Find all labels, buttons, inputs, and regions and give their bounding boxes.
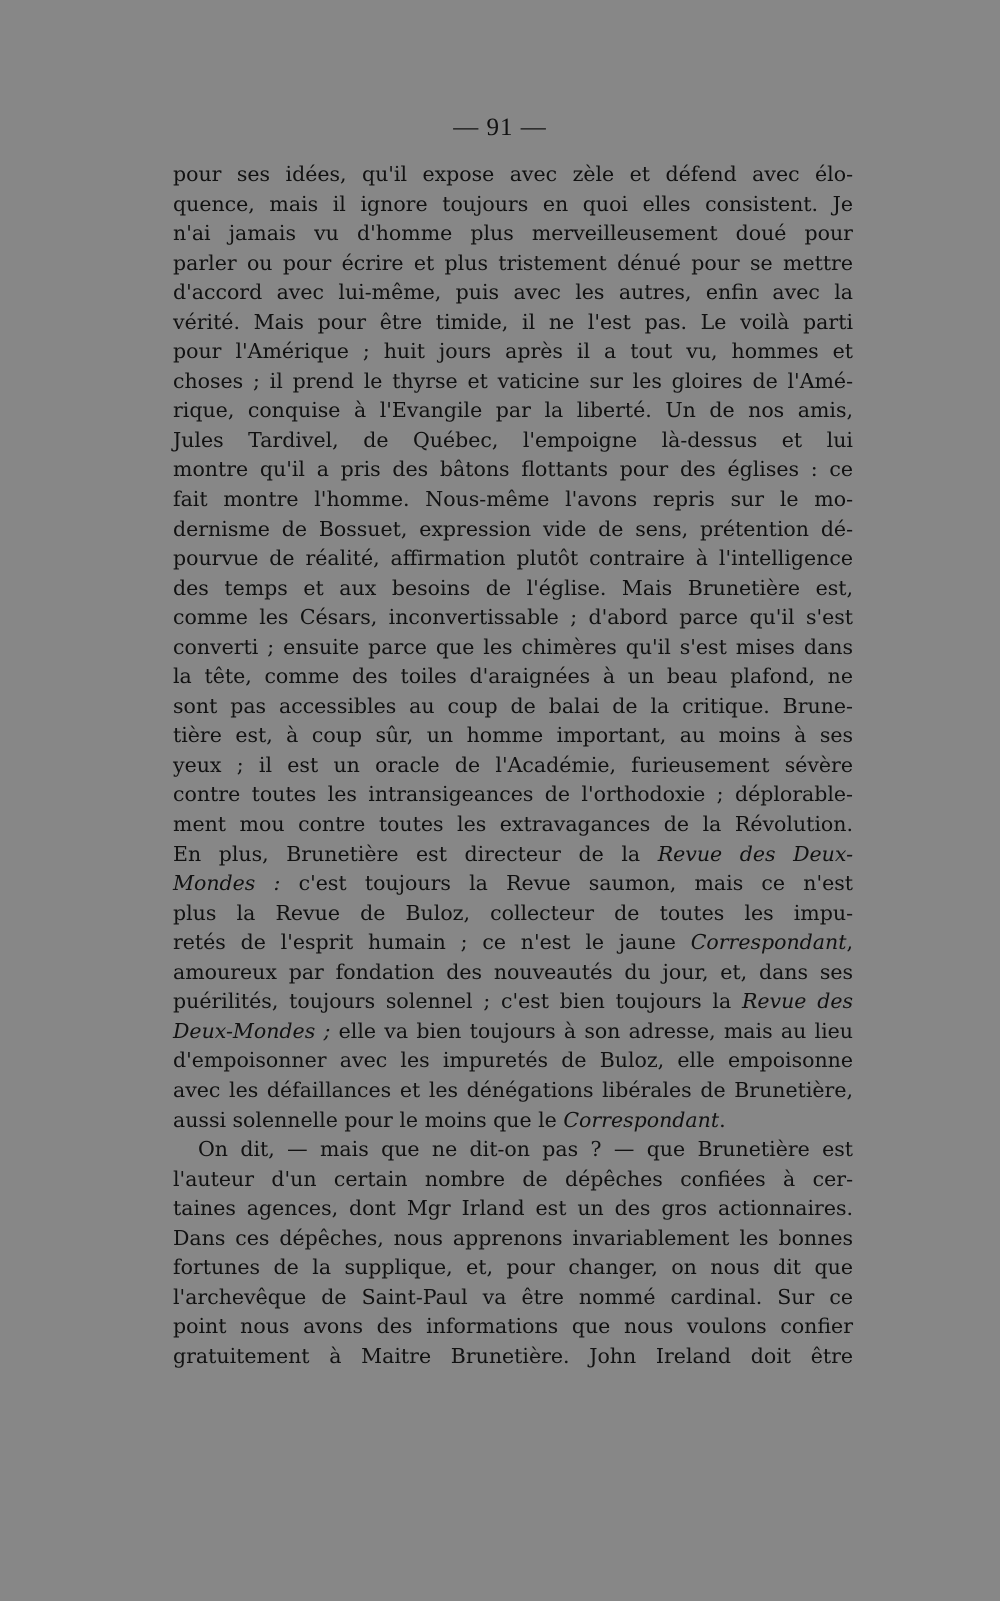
text-line: choses ; il prend le thyrse et vaticine sur les gloires de l'Amé- [173, 368, 853, 393]
text-run: , [846, 930, 853, 955]
text-line [173, 1017, 853, 1047]
text-line: taines agences, dont Mgr Irland est un des gros actionnaires. [173, 1196, 853, 1221]
text-line: converti ; ensuite parce que les chimères qu'il s'est mises dans [173, 634, 853, 659]
text-run: aussi solennelle pour le moins que le [173, 1107, 564, 1132]
text-line: plus la Revue de Buloz, collecteur de toutes les impu- [173, 900, 853, 925]
italic-title: Correspondant [563, 1107, 720, 1132]
text-line: quence, mais il ignore toujours en quoi elles consistent. Je [173, 191, 853, 216]
text-line: l'auteur d'un certain nombre de dépêches confiées à cer- [173, 1166, 853, 1191]
text-line [173, 869, 853, 899]
text-line: d'accord avec lui-même, puis avec les autres, enfin avec la [173, 280, 853, 305]
text-run: c'est toujours la Revue saumon, mais ce n'est [280, 871, 853, 896]
text-line: avec les défaillances et les dénégations libérales de Brunetière, [173, 1077, 853, 1102]
text-line: pourvue de réalité, affirmation plutôt contraire à l'intelligence [173, 546, 853, 571]
italic-title: Revue des [741, 989, 853, 1014]
text-line [173, 987, 853, 1017]
text-line [173, 840, 853, 870]
italic-title: Correspondant [690, 930, 847, 955]
text-line: montre qu'il a pris des bâtons flottants pour des églises : ce [173, 457, 853, 482]
text-line: parler ou pour écrire et plus tristement dénué pour se mettre [173, 250, 853, 275]
text-line: vérité. Mais pour être timide, il ne l'est pas. Le voilà parti [173, 309, 853, 334]
text-line: des temps et aux besoins de l'église. Mais Brunetière est, [173, 575, 853, 600]
text-line: dernisme de Bossuet, expression vide de sens, prétention dé- [173, 516, 853, 541]
text-line: Dans ces dépêches, nous apprenons invariablement les bonnes [173, 1225, 853, 1250]
text-line: pour ses idées, qu'il expose avec zèle et défend avec élo- [173, 162, 853, 186]
text-line: yeux ; il est un oracle de l'Académie, furieusement sévère [173, 752, 853, 777]
text-run: elle va bien toujours à son adresse, mais au lieu [330, 1018, 853, 1043]
text-line: l'archevêque de Saint-Paul va être nommé cardinal. Sur ce [173, 1284, 853, 1309]
text-run: En plus, Brunetière est directeur de la [173, 841, 658, 866]
page-number: — 91 — [453, 114, 547, 141]
text-line: n'ai jamais vu d'homme plus merveilleusement doué pour [173, 221, 853, 246]
body-text [173, 160, 853, 1371]
text-line: comme les Césars, inconvertissable ; d'abord parce qu'il s'est [173, 605, 853, 630]
text-line: d'empoisonner avec les impuretés de Buloz, elle empoisonne [173, 1048, 853, 1073]
text-line: contre toutes les intransigeances de l'orthodoxie ; déplorable- [173, 782, 853, 807]
text-run: . [719, 1107, 726, 1132]
text-line: fait montre l'homme. Nous-même l'avons repris sur le mo- [173, 487, 853, 512]
text-line: point nous avons des informations que nous voulons confier [173, 1314, 853, 1339]
text-line: la tête, comme des toiles d'araignées à un beau plafond, ne [173, 664, 853, 689]
italic-title: Revue des Deux- [657, 841, 853, 866]
italic-title: Deux-Mondes ; [173, 1018, 331, 1043]
text-line: fortunes de la supplique, et, pour changer, on nous dit que [173, 1255, 853, 1280]
text-line: rique, conquise à l'Evangile par la liberté. Un de nos amis, [173, 398, 853, 423]
text-line: sont pas accessibles au coup de balai de la critique. Brune- [173, 693, 853, 718]
text-line: Jules Tardivel, de Québec, l'empoigne là-dessus et lui [173, 427, 853, 452]
text-line: ment mou contre toutes les extravagances de la Révolution. [173, 812, 853, 837]
text-line: pour l'Amérique ; huit jours après il a tout vu, hommes et [173, 339, 853, 364]
text-run: puérilités, toujours solennel ; c'est bien toujours la [173, 989, 742, 1014]
text-line: gratuitement à Maitre Brunetière. John Ireland doit être [173, 1343, 853, 1368]
text-line [173, 928, 853, 958]
text-line: On dit, — mais que ne dit-on pas ? — que Brunetière est [198, 1137, 853, 1162]
text-run: retés de l'esprit humain ; ce n'est le jaune [173, 930, 691, 955]
text-line [173, 1106, 853, 1136]
text-line: tière est, à coup sûr, un homme important, au moins à ses [173, 723, 853, 748]
text-line: amoureux par fondation des nouveautés du jour, et, dans ses [173, 959, 853, 984]
italic-title: Mondes : [173, 871, 281, 896]
